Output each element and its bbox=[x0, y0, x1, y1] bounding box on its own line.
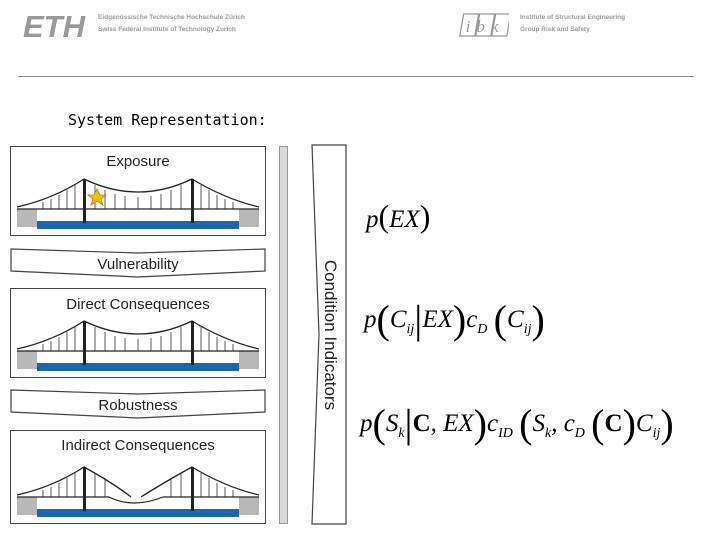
exposure-panel bbox=[10, 146, 266, 236]
header-divider bbox=[18, 76, 694, 77]
eth-logo bbox=[14, 10, 94, 42]
bridge-collapsed-icon bbox=[13, 457, 263, 521]
exposure-label: Exposure bbox=[106, 153, 170, 170]
direct-consequences-label: Direct Consequences bbox=[66, 296, 210, 313]
eth-name-german: Eidgenössische Technische Hochschule Zürich bbox=[98, 14, 245, 21]
formula-indirect-consequences: $p(S_k|C$, $EX)c_{ID}$ ($S_k$, $c_D$ $(C)C_{ij}$) bbox=[360, 401, 674, 446]
explosion-icon bbox=[88, 189, 106, 205]
system-boundary-bar bbox=[279, 146, 288, 524]
bridge-intact-icon bbox=[13, 313, 263, 375]
svg-text:ibk: ibk bbox=[465, 17, 505, 36]
slide-title: System Representation: bbox=[68, 111, 267, 129]
vulnerability-arrow bbox=[10, 248, 266, 278]
vulnerability-label: Vulnerability bbox=[97, 256, 179, 273]
direct-consequences-panel bbox=[10, 288, 266, 378]
indirect-consequences-panel bbox=[10, 430, 266, 524]
indirect-consequences-label: Indirect Consequences bbox=[61, 437, 215, 454]
formula-exposure-probability: p(EX) bbox=[366, 198, 431, 234]
robustness-label: Robustness bbox=[98, 397, 178, 414]
formula-direct-consequences: $p(C_{ij}|EX)c_D$ $(C_{ij})$ bbox=[364, 297, 545, 342]
robustness-arrow bbox=[10, 389, 266, 419]
ibk-institute-name: Institute of Structural Engineering bbox=[520, 14, 626, 21]
ibk-logo bbox=[459, 12, 509, 38]
svg-text:ETH: ETH bbox=[23, 10, 85, 42]
condition-indicators-label: Condition Indicators bbox=[321, 259, 340, 411]
bridge-intact-icon bbox=[13, 171, 263, 233]
ibk-group-name: Group Risk and Safety bbox=[520, 26, 590, 33]
eth-name-english: Swiss Federal Institute of Technology Zurich bbox=[98, 26, 236, 33]
